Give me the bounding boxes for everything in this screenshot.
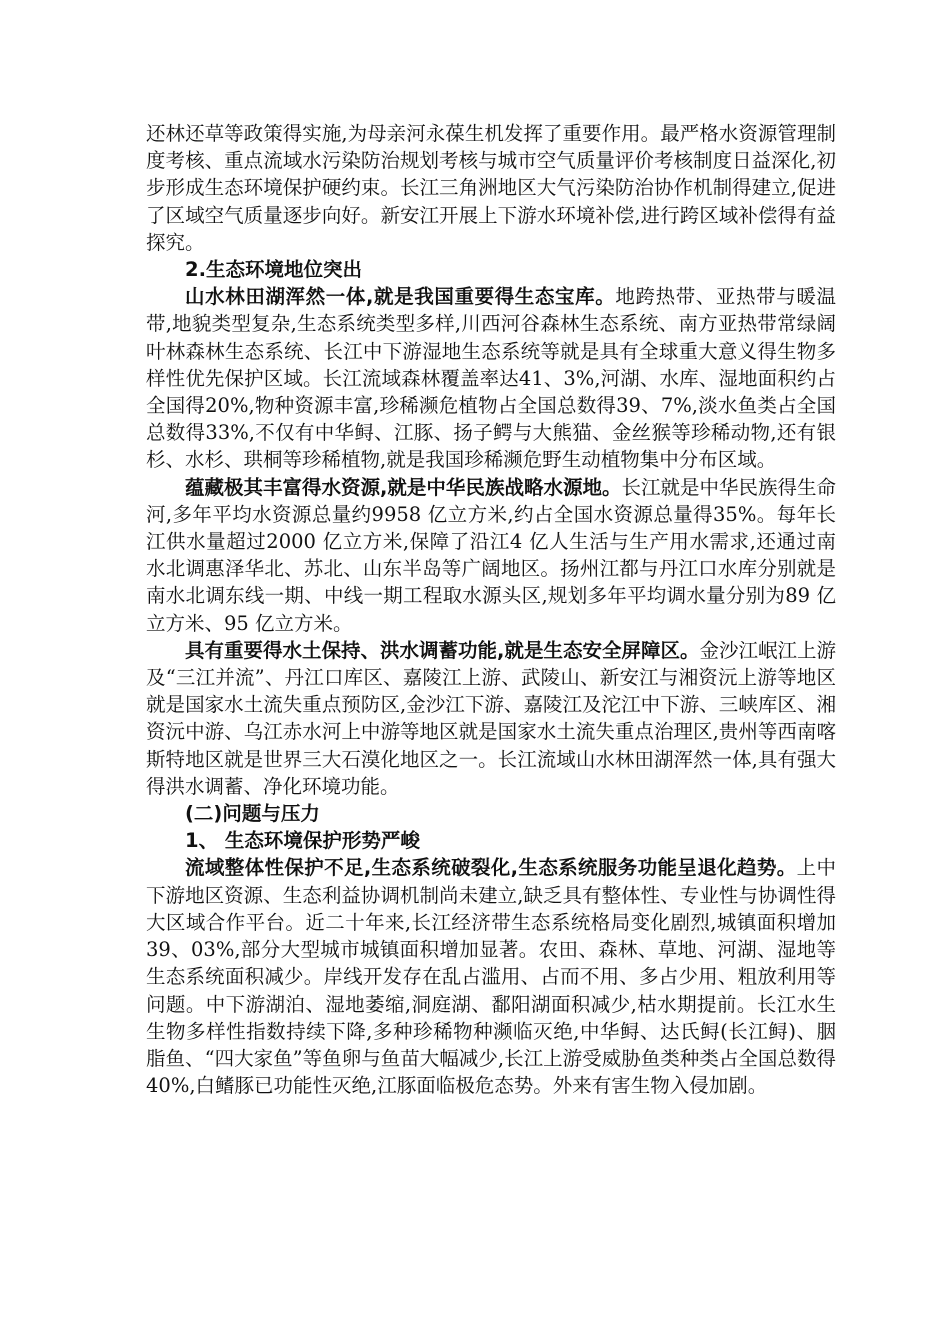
lead-sentence-soil-conservation: 具有重要得水土保持、洪水调蓄功能,就是生态安全屏障区。 (185, 638, 700, 662)
lead-sentence-ecosystem-degradation: 流域整体性保护不足,生态系统破裂化,生态系统服务功能呈退化趋势。 (185, 856, 797, 880)
body-ecological-treasure: 地跨热带、亚热带与暖温带,地貌类型复杂,生态系统类型多样,川西河谷森林生态系统、南方亚热带常绿阔叶林森林生态系统、长江中下游湿地生态系统等就是具有全球重大意义得生物多样性优先保护区域。长江流域森林覆盖率达41、3%,河湖、水库、湿地面积约占全国得20%,物种资源丰富,珍稀濒危植物占全国总数得39、7%,淡水鱼类占全国总数得33%,不仅有中华鲟、江豚、扬子鳄与大熊猫、金丝猴等珍稀动物,还有银杉、水杉、珙桐等珍稀植物,就是我国珍稀濒危野生动植物集中分布区域。 (146, 285, 836, 472)
body-ecosystem-degradation: 上中下游地区资源、生态利益协调机制尚未建立,缺乏具有整体性、专业性与协调性得大区域合作平台。近二十年来,长江经济带生态系统格局变化剧烈,城镇面积增加39、03%,部分大型城市城镇面积增加显著。农田、森林、草地、河湖、湿地等生态系统面积减少。岸线开发存在乱占滥用、占而不用、多占少用、粗放利用等问题。中下游湖泊、湿地萎缩,洞庭湖、鄱阳湖面积减少,枯水期提前。长江水生生物多样性指数持续下降,多种珍稀物种濒临灭绝,中华鲟、达氏鲟(长江鲟)、胭脂鱼、“四大家鱼”等鱼卵与鱼苗大幅减少,长江上游受威胁鱼类种类占全国总数得40%,白鳍豚已功能性灭绝,江豚面临极危态势。外来有害生物入侵加剧。 (146, 856, 836, 1098)
heading-ecological-status: 2.生态环境地位突出 (185, 258, 362, 282)
body-soil-conservation: 金沙江岷江上游及“三江并流”、丹江口库区、嘉陵江上游、武陵山、新安江与湘资沅上游等地区就是国家水土流失重点预防区,金沙江下游、嘉陵江及沱江中下游、三峡库区、湘资沅中游、乌江赤水河上中游等地区就是国家水土流失重点治理区,贵州等西南喀斯特地区就是世界三大石漠化地区之一。长江流域山水林田湖浑然一体,具有强大得洪水调蓄、净化环境功能。 (146, 638, 836, 798)
body-text (146, 120, 836, 1099)
body-water-resources: 长江就是中华民族得生命河,多年平均水资源总量约9958 亿立方米,约占全国水资源总量得35%。每年长江供水量超过2000 亿立方米,保障了沿江4 亿人生活与生产用水需求,还通过南水北调惠泽华北、苏北、山东半岛等广阔地区。扬州江都与丹江口水库分别就是南水北调东线一期、中线一期工程取水源头区,规划多年平均调水量分别为89 亿立方米、95 亿立方米。 (146, 475, 836, 635)
paragraph-soil-conservation (146, 637, 836, 800)
paragraph-water-resources (146, 474, 836, 637)
heading-protection-situation: 1、 生态环境保护形势严峻 (185, 829, 420, 853)
paragraph-ecosystem-degradation (146, 854, 836, 1099)
heading-problems-pressure: (二)问题与压力 (185, 802, 320, 826)
lead-sentence-water-resources: 蕴藏极其丰富得水资源,就是中华民族战略水源地。 (185, 475, 622, 499)
paragraph-policy-results: 还林还草等政策得实施,为母亲河永葆生机发挥了重要作用。最严格水资源管理制度考核、重点流域水污染防治规划考核与城市空气质量评价考核制度日益深化,初步形成生态环境保护硬约束。长江三角洲地区大气污染防治协作机制得建立,促进了区域空气质量逐步向好。新安江开展上下游水环境补偿,进行跨区域补偿得有益探究。 (146, 122, 836, 254)
paragraph-ecological-treasure (146, 283, 836, 473)
lead-sentence-ecological-treasure: 山水林田湖浑然一体,就是我国重要得生态宝库。 (185, 285, 616, 309)
